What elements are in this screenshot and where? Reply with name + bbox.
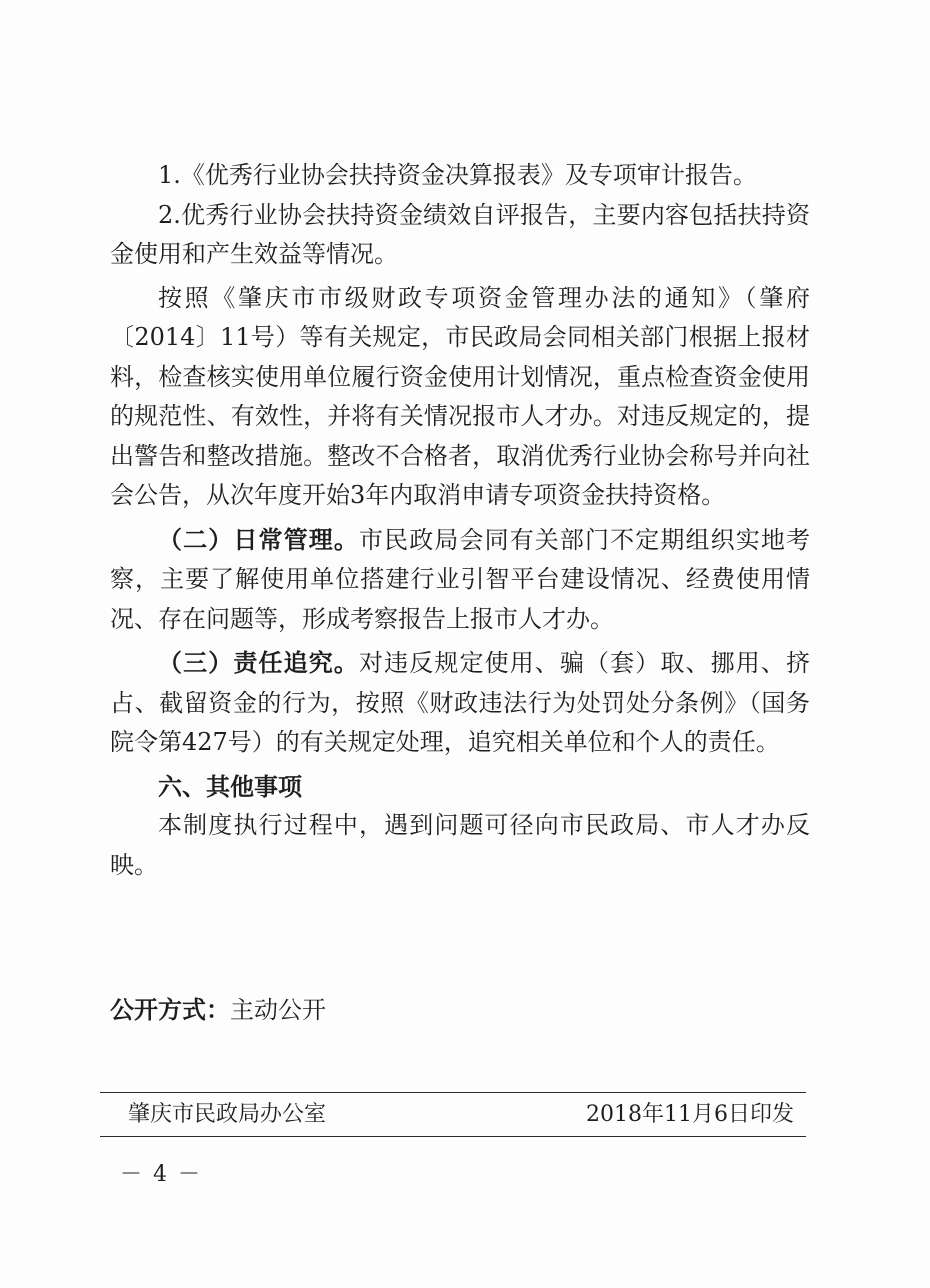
paragraph-accountability [110, 643, 810, 763]
page-number: － 4 － [120, 1162, 202, 1187]
section-lead-accountability: （三）责任追究。 [158, 648, 359, 677]
disclosure-line [110, 992, 326, 1028]
footer-print-date: 2018年11月6日印发 [586, 1102, 794, 1127]
section-heading-other-matters: 六、其他事项 [158, 771, 302, 801]
paragraph-accountability-body: 对违反规定使用、骗（套）取、挪用、挤占、截留资金的行为，按照《财政违法行为处罚处分条例》（国务院令第427号）的有关规定处理，追究相关单位和个人的责任。 [110, 649, 811, 756]
paragraph-inspection: 按照《肇庆市市级财政专项资金管理办法的通知》（肇府〔2014〕11号）等有关规定，市民政局会同相关部门根据上报材料，检查核实使用单位履行资金使用计划情况，重点检查资金使用的规范性、有效性，并将有关情况报市人才办。对违反规定的，提出警告和整改措施。整改不合格者，取消优秀行业协会称号并向社会公告，从次年度开始3年内取消申请专项资金扶持资格。 [110, 283, 810, 509]
paragraph-other-matters: 本制度执行过程中，遇到问题可径向市民政局、市人才办反映。 [110, 811, 810, 879]
paragraph-daily-management-body: 市民政局会同有关部门不定期组织实地考察，主要了解使用单位搭建行业引智平台建设情况、经费使用情况、存在问题等，形成考察报告上报市人才办。 [110, 525, 811, 633]
paragraph-item-1: 1.《优秀行业协会扶持资金决算报表》及专项审计报告。 [158, 161, 757, 189]
disclosure-value: 主动公开 [230, 996, 326, 1024]
paragraph-daily-management [110, 520, 810, 640]
footer-issuer: 肇庆市民政局办公室 [128, 1102, 327, 1127]
footer-top-rule [100, 1092, 806, 1093]
section-lead-daily-management: （二）日常管理。 [158, 524, 359, 554]
footer-bottom-rule [100, 1136, 806, 1137]
paragraph-item-2: 2.优秀行业协会扶持资金绩效自评报告，主要内容包括扶持资金使用和产生效益等情况。 [110, 200, 810, 268]
document-body [110, 156, 810, 885]
disclosure-label: 公开方式： [110, 995, 230, 1024]
footer-row [128, 1098, 794, 1132]
